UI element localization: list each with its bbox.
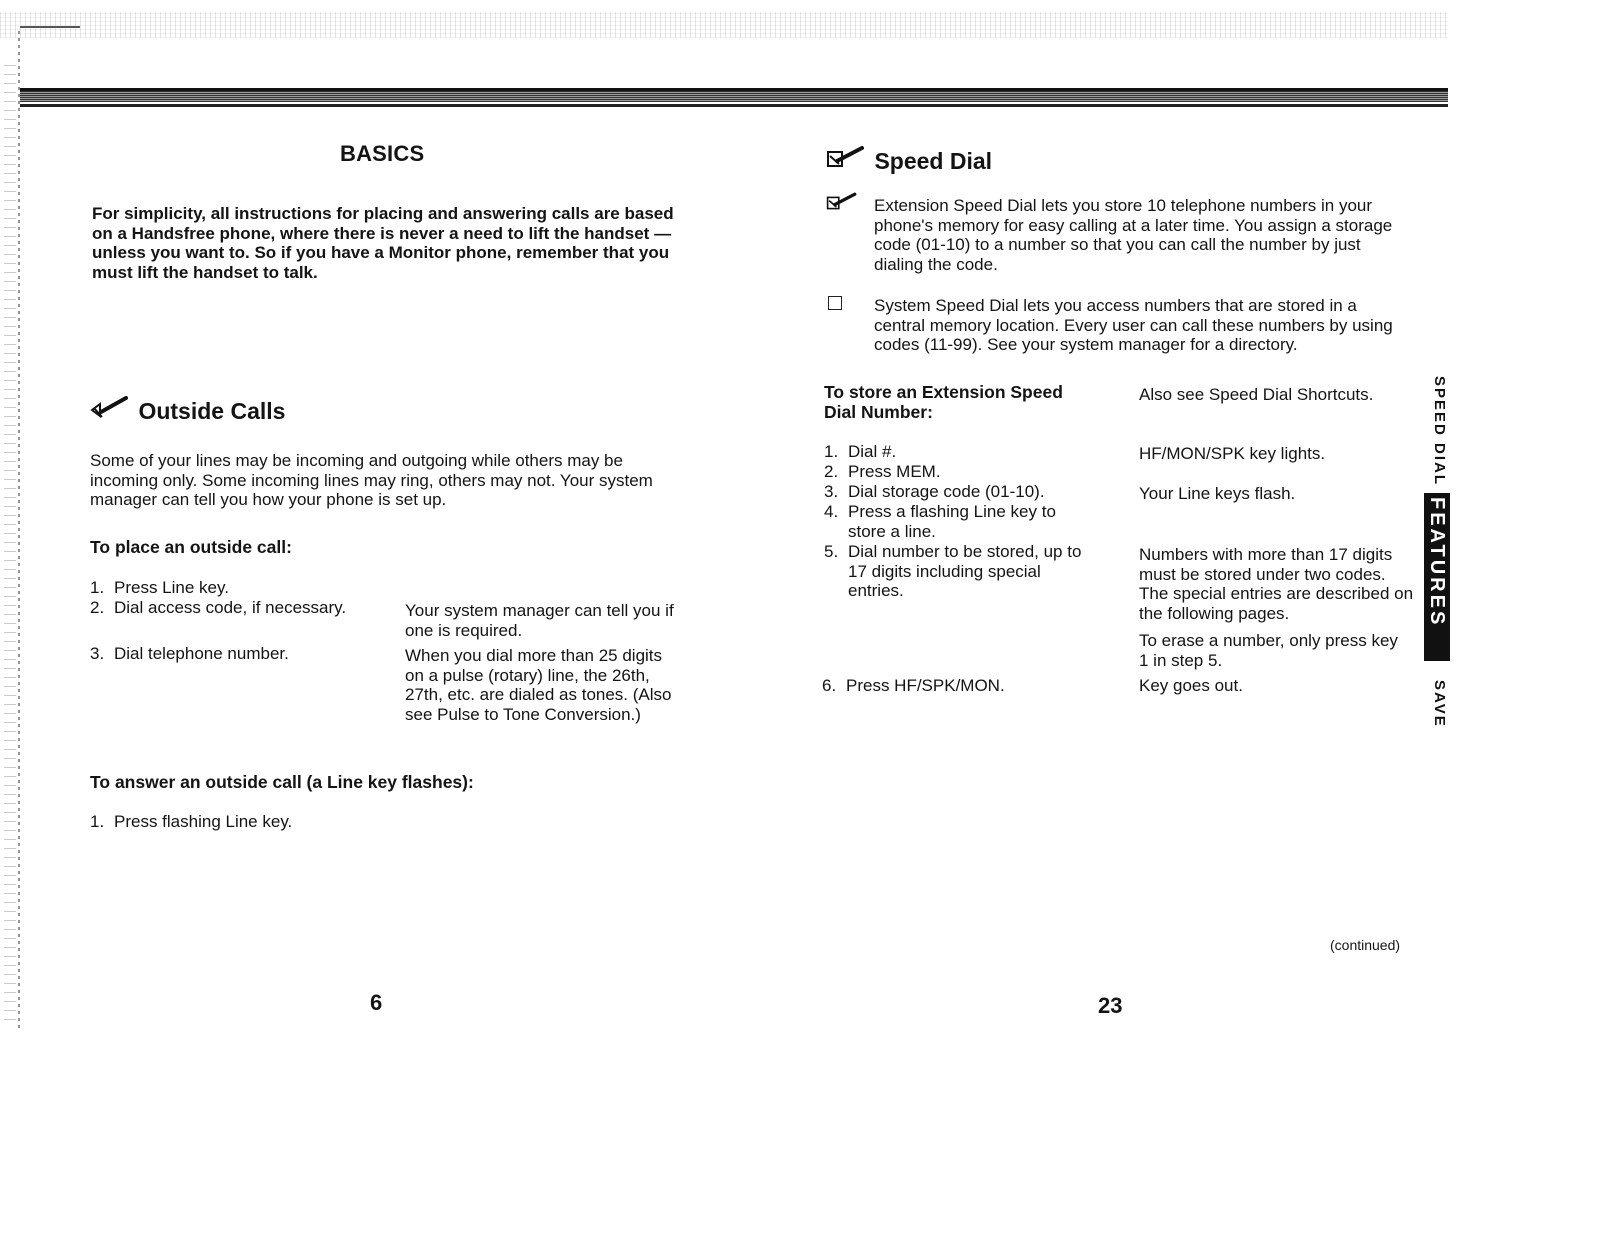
step-number: 6. xyxy=(822,676,837,695)
system-speed-dial-description: System Speed Dial lets you access numbers that are stored in a central memory location. Every user can call these numbers by using codes (11-99). See your system manager for a directory. xyxy=(874,296,1393,354)
extension-speed-dial-description: Extension Speed Dial lets you store 10 telephone numbers in your phone's memory for easy calling at a later time. You assign a storage code (01-10) to a number so that you can call the number by just dialing the code. xyxy=(874,196,1393,274)
side-tab-save: SAVE xyxy=(1431,680,1448,728)
place-step-3 xyxy=(90,644,400,664)
note-line-keys: Your Line keys flash. xyxy=(1139,484,1296,503)
outside-calls-heading xyxy=(90,396,285,426)
side-tab-label: FEATURES xyxy=(1426,497,1448,628)
step-number: 1. xyxy=(90,578,105,597)
step-text: Dial #. xyxy=(848,442,897,461)
step-text: Dial access code, if necessary. xyxy=(114,598,347,617)
side-tab-speed-dial: SPEED DIAL xyxy=(1431,376,1448,487)
pen-icon xyxy=(826,192,858,219)
left-page-number: 6 xyxy=(370,990,383,1015)
step-text: Dial storage code (01-10). xyxy=(848,482,1045,501)
place-step-2 xyxy=(90,598,400,618)
step-text: Press Line key. xyxy=(114,578,229,597)
frame-corner xyxy=(20,26,80,28)
answer-step-1 xyxy=(90,812,420,832)
checkbox-icon xyxy=(828,296,842,310)
scan-noise-top xyxy=(0,12,1448,38)
step-number: 1. xyxy=(824,442,839,461)
step-text: Dial number to be stored, up to 17 digits including special entries. xyxy=(848,542,1082,600)
note-key-out: Key goes out. xyxy=(1139,676,1243,695)
pen-icon xyxy=(90,396,130,427)
right-page-number: 23 xyxy=(1098,993,1123,1018)
step-number: 3. xyxy=(824,482,839,501)
note-digits: Numbers with more than 17 digits must be stored under two codes. The special entries are described on the following pages. xyxy=(1139,545,1414,623)
step-number: 4. xyxy=(824,502,839,521)
basics-title: BASICS xyxy=(340,141,425,166)
store-step-3 xyxy=(824,482,1084,502)
step-text: Press HF/SPK/MON. xyxy=(846,676,1005,695)
place-step-3-note: When you dial more than 25 digits on a pulse (rotary) line, the 26th, 27th, etc. are dialed as tones. (Also see Pulse to Tone Conversion.) xyxy=(405,646,672,724)
outside-calls-description: Some of your lines may be incoming and outgoing while others may be incoming only. Some incoming lines may ring, others may not. Your system manager can tell you how your phone is set up. xyxy=(90,451,653,509)
speed-dial-title: Speed Dial xyxy=(874,148,993,174)
step-text: Press a flashing Line key to store a line. xyxy=(848,502,1056,541)
binding-edge xyxy=(18,28,20,1028)
speed-dial-heading xyxy=(826,146,992,176)
step-number: 2. xyxy=(824,462,839,481)
store-step-5 xyxy=(824,542,1084,602)
outside-calls-title: Outside Calls xyxy=(138,398,286,424)
step-text: Dial telephone number. xyxy=(114,644,289,663)
step-number: 5. xyxy=(824,542,839,561)
place-call-heading: To place an outside call: xyxy=(90,537,292,557)
basics-intro: For simplicity, all instructions for placing and answering calls are based on a Handsfree phone, where there is never a need to lift the handset — unless you want to. So if you have a Monitor phone, remember that you must lift the handset to talk. xyxy=(92,204,674,282)
store-step-6 xyxy=(822,676,1082,696)
continued-label: (continued) xyxy=(1330,937,1401,953)
step-number: 1. xyxy=(90,812,105,831)
store-step-2 xyxy=(824,462,1084,482)
note-mem: HF/MON/SPK key lights. xyxy=(1139,444,1326,463)
step-text: Press flashing Line key. xyxy=(114,812,293,831)
store-note: Also see Speed Dial Shortcuts. xyxy=(1139,385,1374,404)
store-step-1 xyxy=(824,442,1084,462)
place-step-1 xyxy=(90,578,420,598)
store-step-4 xyxy=(824,502,1084,542)
pen-icon xyxy=(826,146,866,177)
place-step-2-note: Your system manager can tell you if one is required. xyxy=(405,601,674,640)
step-number: 3. xyxy=(90,644,105,663)
note-erase: To erase a number, only press key 1 in step 5. xyxy=(1139,631,1398,670)
scan-noise-left xyxy=(4,60,16,1020)
step-text: Press MEM. xyxy=(848,462,941,481)
answer-call-heading: To answer an outside call (a Line key flashes): xyxy=(90,772,474,792)
step-number: 2. xyxy=(90,598,105,617)
header-rule xyxy=(20,88,1448,102)
store-heading: To store an Extension Speed Dial Number: xyxy=(824,382,1063,422)
header-rule-underline xyxy=(20,104,1448,107)
